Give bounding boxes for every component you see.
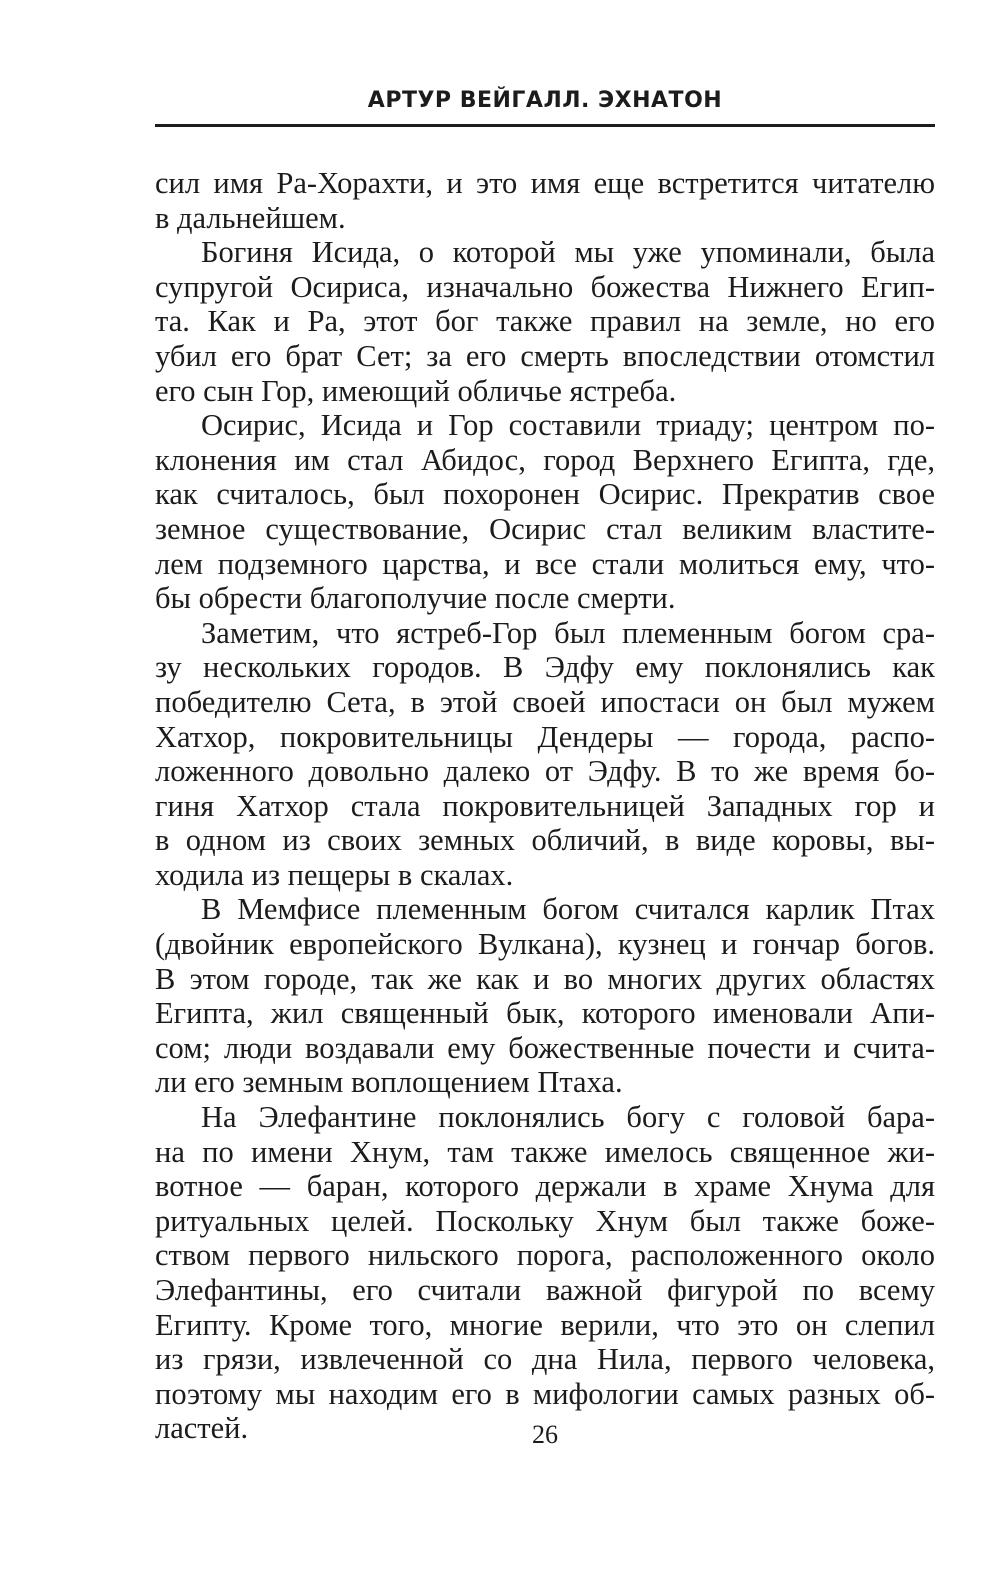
text-line: убил его брат Сет; за его смерть впоследствии отомстил xyxy=(155,338,935,373)
text-line: зу нескольких городов. В Эдфу ему поклонялись как xyxy=(155,650,935,685)
text-line: поэтому мы находим его в мифологии самых разных об- xyxy=(155,1376,935,1411)
text-line: клонения им стал Абидос, город Верхнего Египта, где, xyxy=(155,442,935,477)
text-line: в дальнейшем. xyxy=(155,200,346,235)
paragraph xyxy=(155,892,935,1100)
text-line: Хатхор, покровительницы Дендеры — города, распо- xyxy=(155,719,935,754)
text-line: ходила из пещеры в скалах. xyxy=(155,857,514,892)
text-line: в одном из своих земных обличий, в виде коровы, вы- xyxy=(155,823,935,858)
text-line: его сын Гор, имеющий обличье ястреба. xyxy=(155,373,677,408)
page-number: 26 xyxy=(532,1420,558,1449)
text-line: как считалось, был похоронен Осирис. Прекратив свое xyxy=(155,477,935,512)
text-line: лем подземного царства, и все стали молиться ему, что- xyxy=(155,546,935,581)
paragraph xyxy=(155,235,935,408)
paragraph xyxy=(155,1100,935,1446)
body-text xyxy=(155,166,935,1446)
text-line: ложенного довольно далеко от Эдфу. В то же время бо- xyxy=(155,754,935,789)
text-line: на по имени Хнум, там также имелось священное жи- xyxy=(155,1134,935,1169)
text-line: Богиня Исида, о которой мы уже упоминали, была xyxy=(201,235,935,270)
text-line: та. Как и Ра, этот бог также правил на земле, но его xyxy=(155,304,935,339)
text-line: Египта, жил священный бык, которого именовали Апи- xyxy=(155,996,935,1031)
text-line: ластей. xyxy=(155,1411,249,1446)
text-line: супругой Осириса, изначально божества Нижнего Егип- xyxy=(155,269,935,304)
text-line: земное существование, Осирис стал великим властите- xyxy=(155,511,935,546)
paragraph xyxy=(155,166,935,235)
text-line: Осирис, Исида и Гор составили триаду; центром по- xyxy=(201,408,935,443)
text-line: В Мемфисе племенным богом считался карлик Птах xyxy=(201,892,935,927)
paragraph xyxy=(155,616,935,893)
text-line: победителю Сета, в этой своей ипостаси он был мужем xyxy=(155,684,935,719)
text-line: сом; люди воздавали ему божественные почести и счита- xyxy=(155,1030,935,1065)
text-line: (двойник европейского Вулкана), кузнец и гончар богов. xyxy=(155,927,935,962)
paragraph xyxy=(155,408,935,616)
text-line: В этом городе, так же как и во многих других областях xyxy=(155,961,935,996)
text-line: Элефантины, его считали важной фигурой по всему xyxy=(155,1273,935,1307)
text-line: Египту. Кроме того, многие верили, что это он слепил xyxy=(155,1307,935,1342)
header-rule xyxy=(155,124,935,127)
text-line: ли его земным воплощением Птаха. xyxy=(155,1065,623,1100)
text-line: из грязи, извлеченной со дна Нила, первого человека, xyxy=(155,1342,935,1377)
text-line: На Элефантине поклонялись богу с головой бара- xyxy=(201,1100,935,1135)
text-line: гиня Хатхор стала покровительницей Западных гор и xyxy=(155,788,935,823)
text-line: бы обрести благополучие после смерти. xyxy=(155,581,676,616)
text-line: сил имя Ра-Хорахти, и это имя еще встретится читателю xyxy=(155,166,935,200)
text-line: ством первого нильского порога, расположенного около xyxy=(155,1238,935,1273)
text-line: вотное — баран, которого держали в храме Хнума для xyxy=(155,1169,935,1204)
text-line: ритуальных целей. Поскольку Хнум был также боже- xyxy=(155,1203,935,1238)
running-head: АРТУР ВЕЙГАЛЛ. ЭХНАТОН xyxy=(367,88,723,113)
text-line: Заметим, что ястреб-Гор был племенным богом сра- xyxy=(201,615,935,650)
